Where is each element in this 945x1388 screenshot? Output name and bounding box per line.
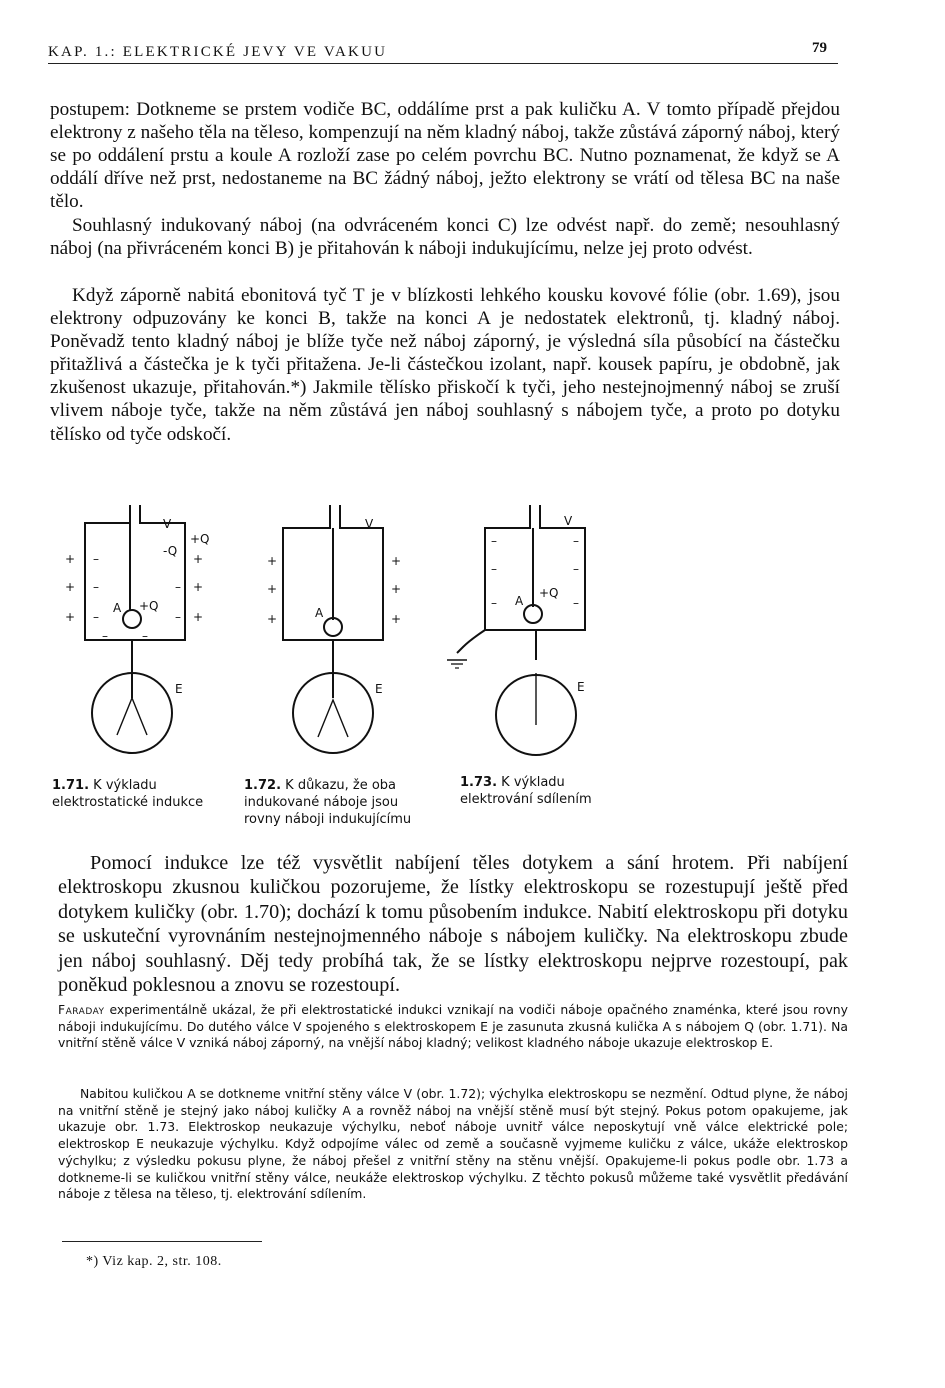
caption-text: K výkladu (93, 778, 157, 793)
charge-plus: + (267, 554, 278, 568)
charge-minus: – (93, 552, 99, 566)
paragraph-2: Souhlasný indukovaný náboj (na odvráceném konci C) lze odvést např. do země; nesouhlasný náboj (na přivráceném konci B) je přitahován k náboji indukujícímu, nelze jej proto odvést. (50, 215, 840, 260)
charge-minus: – (573, 596, 579, 610)
charge-plus: + (267, 582, 278, 596)
fig73-label-a: A (515, 594, 524, 608)
fig73-label-plus-q: +Q (539, 586, 559, 600)
charge-minus: – (93, 610, 99, 624)
caption-1-73 (460, 774, 592, 808)
fig71-label-v: V (163, 517, 172, 531)
paragraph-1: postupem: Dotkneme se prstem vodiče BC, oddálíme prst a pak kuličku A. V tomto případě přejdou elektrony z našeho těla na těleso, kompenzují na něm kladný náboj, takže zůstává záporný náboj, který se po oddálení prstu a koule A rozloží zase po celém povrchu BC. Nutno poznamenat, že když se A oddálí dříve než prst, nedostaneme na BC žádný náboj, ježto elektrony se vrátí od tělesa BC na naše tělo. (50, 99, 840, 213)
charge-minus: – (93, 580, 99, 594)
charge-minus: – (142, 629, 148, 643)
caption-text: rovny náboji indukujícímu (244, 812, 412, 827)
charge-plus: + (391, 612, 402, 626)
charge-minus: – (102, 629, 108, 643)
note-experiment: Nabitou kuličkou A se dotkneme vnitřní stěny válce V (obr. 1.72); výchylka elektroskopu se nezmění. Odtud plyne, že náboj na vnitřní stěně je stejný jako náboj kuličky A a rovněž náboj na vnější stěně musí být stejný. Pokus potom opakujeme, jak ukazuje obr. 1.73. Elektroskop neukazuje výchylku, neboť náboje uvnitř válce neposkytují vně válce elektrické pole; elektroskop E neukazuje výchylku. Když odpojíme válec od země a současně vyjmeme kuličku z válce, ukáže elektroskop výchylku; z výsledku pokusu plyne, že náboj přešel z vnitřní stěny na stěnu vnější. Opakujeme-li pokus podle obr. 1.73 a dotkneme-li se kuličkou vnitřní stěny válce, neukáže elektroskop výchylku. Z těchto pokusů můžeme také vysvětlit předávání náboje z tělesa na těleso, tj. elektrování sdílením. (58, 1086, 848, 1202)
fig71-label-plus-q-outer: +Q (190, 532, 210, 546)
fig72-label-a: A (315, 606, 324, 620)
charge-minus: – (491, 596, 497, 610)
note-faraday (58, 1002, 848, 1052)
charge-plus: + (193, 552, 204, 566)
footnote: *) Viz kap. 2, str. 108. (86, 1254, 222, 1269)
figure-1-71-diagram (85, 505, 185, 753)
charge-minus: – (573, 562, 579, 576)
figure-1-72-diagram (283, 505, 383, 753)
fig73-label-e: E (577, 680, 585, 694)
fig72-label-e: E (375, 682, 383, 696)
page-number: 79 (812, 40, 827, 56)
charge-plus: + (267, 612, 278, 626)
charge-minus: – (175, 580, 181, 594)
caption-1-71 (52, 777, 203, 811)
figure-1-73-diagram (447, 505, 585, 755)
paragraph-3: Když záporně nabitá ebonitová tyč T je v blízkosti lehkého kousku kovové fólie (obr. 1.69), jsou elektrony odpuzovány ke konci B, takže na konci A je nedostatek elektronů, tj. kladný náboj. Poněvadž tento kladný náboj je blíže tyče než náboj záporný, je výsledná síla působící na částečku přitažlivá a částečka je k tyči přitažena. Je-li částečkou izolant, např. kousek papíru, je obdobně, jak zkušenost ukazuje, přitahován.*) Jakmile tělísko přiskočí k tyči, jeho nestejnojmenný náboj se zruší vlivem náboje tyče, takže na něm zůstává jen náboj souhlasný s nábojem tyče, a proto po dotyku tělísko od tyče odskočí. (50, 285, 840, 445)
fig71-label-a: A (113, 601, 122, 615)
caption-text: elektrování sdílením (460, 792, 592, 807)
caption-number: 1.71. (52, 778, 90, 793)
running-header: KAP. 1.: ELEKTRICKÉ JEVY VE VAKUU (48, 44, 838, 64)
footnote-divider (62, 1241, 262, 1242)
charge-minus: – (573, 534, 579, 548)
caption-1-72 (244, 777, 411, 828)
caption-text: elektrostatické indukce (52, 795, 204, 810)
charge-minus: – (491, 534, 497, 548)
fig71-label-plus-q-inner: +Q (139, 599, 159, 613)
charge-plus: + (391, 554, 402, 568)
caption-number: 1.72. (244, 778, 282, 793)
charge-plus: + (65, 580, 76, 594)
fig73-label-v: V (564, 514, 573, 528)
note-text: experimentálně ukázal, že při elektrostatické indukci vznikají na vodiči náboje opačného znaménka, které jsou rovny náboji indukujícímu. Do dutého válce V spojeného s elektroskopem E je zasunuta zkusná kulička A s nábojem Q (obr. 1.71). Na vnitřní stěně válce V vzniká náboj záporný, na vnější náboj kladný; velikost kladného náboje ukazuje elektroskop E. (58, 1002, 848, 1051)
caption-text: indukované náboje jsou (244, 795, 399, 810)
caption-text: K výkladu (501, 775, 565, 790)
fig72-label-v: V (365, 517, 374, 531)
charge-plus: + (193, 580, 204, 594)
charge-plus: + (391, 582, 402, 596)
fig71-label-e: E (175, 682, 183, 696)
charge-minus: – (175, 610, 181, 624)
faraday-name: Faraday (58, 1002, 105, 1017)
charge-minus: – (491, 562, 497, 576)
charge-plus: + (65, 552, 76, 566)
figures-diagram (45, 495, 665, 795)
paragraph-4: Pomocí indukce lze též vysvětlit nabíjení těles dotykem a sání hrotem. Při nabíjení elektroskopu zkusnou kuličkou pozorujeme, že lístky elektroskopu se rozestupují ještě před dotykem kuličky (obr. 1.70); dochází k tomu působením indukce. Nabití elektroskopu při dotyku se uskuteční vyrovnáním nestejnojmenného náboje s nábojem kuličky. Na elektroskopu zbude jen náboj souhlasný. Děj tedy probíhá tak, že se lístky elektroskopu nejprve rozestoupí, pak poněkud poklesnou a znovu se rozestoupí. (58, 852, 848, 997)
caption-number: 1.73. (460, 775, 498, 790)
charge-plus: + (193, 610, 204, 624)
caption-text: K důkazu, že oba (285, 778, 397, 793)
charge-plus: + (65, 610, 76, 624)
fig71-label-minus-q: -Q (163, 544, 178, 558)
